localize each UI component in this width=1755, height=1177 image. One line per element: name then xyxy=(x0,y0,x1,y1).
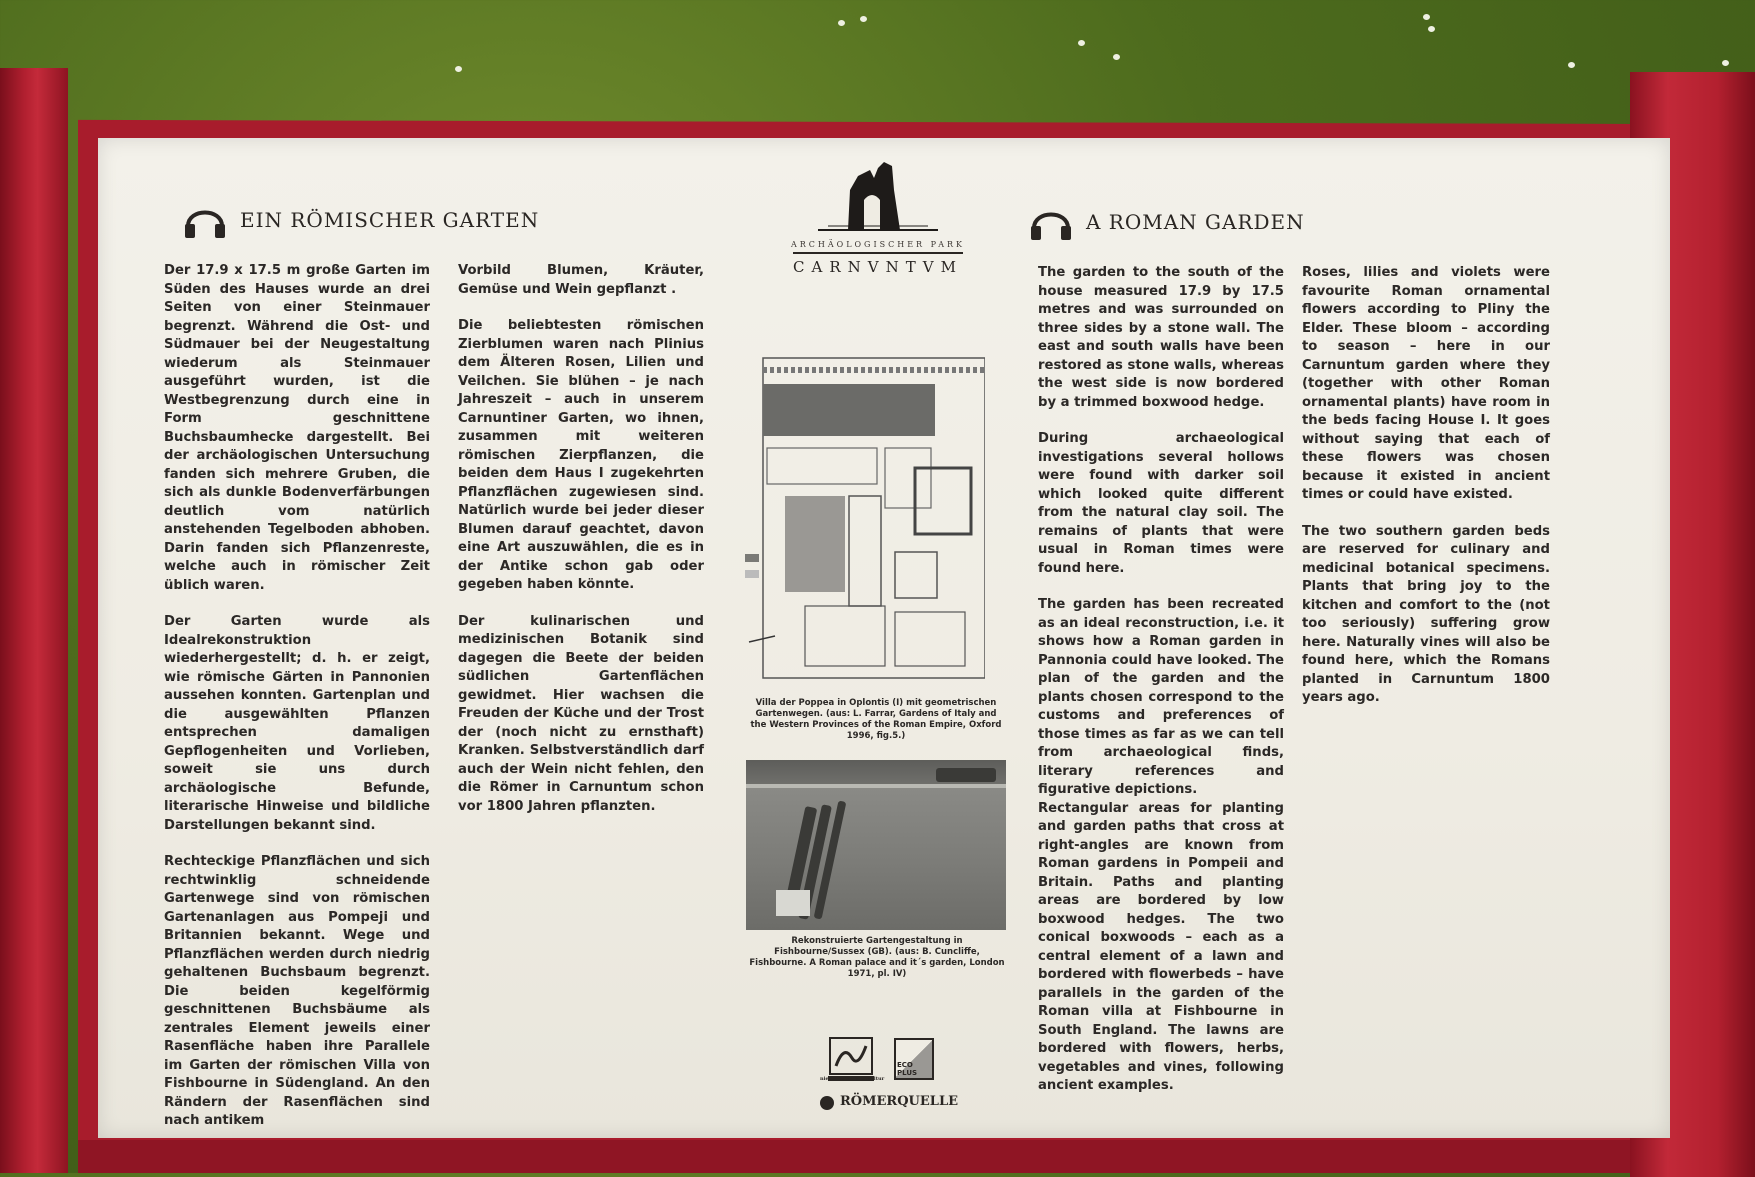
flower xyxy=(1722,60,1729,66)
english-column-2 xyxy=(1302,264,1550,726)
english-heading xyxy=(1028,200,1305,244)
headphone-icon xyxy=(182,198,228,242)
paragraph: Die beliebtesten römischen Zierblumen waren nach Plinius dem Älteren Rosen, Lilien und Veilchen. Sie blühen – je nach Jahreszeit – auch in unserem Carnuntiner Garten, wo ihnen, zusammen mit weiteren römischen Zierpflanzen, die beiden dem Haus I zugekehrten Pflanzflächen zugewiesen sind. Natürlich wurde bei jeder dieser Blumen darauf geachtet, davon eine Art auszuwählen, die es in der Antike schon gab oder gegeben haben könnte. xyxy=(458,318,704,592)
german-heading xyxy=(182,198,539,242)
german-column-1 xyxy=(164,262,430,1149)
park-name: CARNVNTVM xyxy=(793,252,963,276)
paragraph: Der Garten wurde als Idealrekonstruktion wiederhergestellt; d. h. er zeigt, wie römische Gärten in Pannonien aussehen konnten. Gartenplan und die ausgewählten Pflanzen entsprechen damaligen Gepflogenheiten und Vorlieben, soweit sie uns durch archäologische Befunde, literarische Hinweise und bildliche Darstellungen bekannt sind. xyxy=(164,614,430,833)
english-column-1 xyxy=(1038,264,1284,1114)
paragraph: During archaeological investigations several hollows were found with darker soil which looked quite different from the natural clay soil. The remains of plants that were usual in Roman times were found here. xyxy=(1038,431,1284,576)
headphone-icon xyxy=(1028,200,1074,244)
eco-plus-label: ECO PLUS xyxy=(897,1061,918,1077)
english-title: A ROMAN GARDEN xyxy=(1086,210,1305,234)
eco-plus-logo xyxy=(894,1038,934,1080)
flower xyxy=(1568,62,1575,68)
paragraph: Rectangular areas for planting and garden paths that cross at right-angles are known from Roman gardens in Pompeii and Britain. Paths and planting areas are bordered by low boxwood hedges. The two conical boxwoods – each as a central element of a lawn and bordered with flowerbeds – have parallels in the garden of the Roman villa at Fishbourne in South England. The lawns are bordered with flowers, herbs, vegetables and vines, following ancient examples. xyxy=(1038,800,1284,1093)
plan-caption: Villa der Poppea in Oplontis (I) mit geometrischen Gartenwegen. (aus: L. Farrar, Gardens of Italy and the Western Provinces of the Roman Empire, Oxford 1996, fig.5.) xyxy=(750,698,1002,741)
flower xyxy=(860,16,867,22)
sponsor-label: niederösterreichkultur xyxy=(820,1076,885,1082)
roemerquelle-label: RÖMERQUELLE xyxy=(840,1094,958,1109)
flower xyxy=(1428,26,1435,32)
paragraph: The garden to the south of the house measured 17.9 by 17.5 metres and was surrounded on three sides by a stone wall. The east and south walls have been restored as stone walls, whereas the west side is now bordered by a trimmed boxwood hedge. xyxy=(1038,265,1284,410)
flower xyxy=(838,20,845,26)
paragraph: Der kulinarischen und medizinischen Botanik sind dagegen die Beete der beiden südlichen Gartenflächen gewidmet. Hier wachsen die Freuden der Küche und der Trost der (noch nicht zu ernsthaft) Kranken. Selbstverständlich darf auch der Wein nicht fehlen, den die Römer in Carnuntum schon vor 1800 Jahren pflanzten. xyxy=(458,613,704,814)
paragraph: The garden has been recreated as an ideal reconstruction, i.e. it shows how a Roman garden in Pannonia could have looked. The plan of the garden and the plants chosen correspond to the customs and preferences of those times as far as we can tell from archaeological finds, literary references and figurative depictions. xyxy=(1038,597,1284,797)
flower xyxy=(1113,54,1120,60)
fishbourne-photo xyxy=(746,760,1006,930)
park-logo xyxy=(768,160,988,280)
german-title: EIN RÖMISCHER GARTEN xyxy=(240,208,540,232)
photo-caption: Rekonstruierte Gartengestaltung in Fishbourne/Sussex (GB). (aus: B. Cuncliffe, Fishbourne. A Roman palace and it´s garden, London 1971, pl. IV) xyxy=(749,936,1005,979)
ruin-arch-icon xyxy=(818,160,938,232)
roemerquelle-icon xyxy=(820,1096,834,1110)
flower xyxy=(455,66,462,72)
german-column-2 xyxy=(458,262,704,834)
paragraph: The two southern garden beds are reserved for culinary and medicinal botanical specimens. Plants that bring joy to the kitchen and comfort to the (not too seriously) suffering grow here. Naturally vines will also be found here, which the Romans planted in Carnuntum 1800 years ago. xyxy=(1302,523,1550,705)
flower xyxy=(1423,14,1430,20)
paragraph: Vorbild Blumen, Kräuter, Gemüse und Wein gepflanzt . xyxy=(458,263,704,297)
paragraph: Rechteckige Pflanzflächen und sich rechtwinklig schneidende Gartenwege sind von römischen Gartenanlagen aus Pompeji und Britannien bekannt. Wege und Pflanzflächen werden durch niedrig gehaltenen Buchsbaum begrenzt. Die beiden kegelförmig geschnittenen Buchsbäume als zentrales Element jeweils einer Rasenfläche haben ihre Parallele im Garten der römischen Villa von Fishbourne in Südengland. An den Rändern der Rasenflächen sind nach antikem xyxy=(164,854,430,1128)
villa-floor-plan xyxy=(745,356,985,682)
flower xyxy=(1078,40,1085,46)
paragraph: Der 17.9 x 17.5 m große Garten im Süden des Hauses wurde an drei Seiten von einer Steinmauer begrenzt. Während die Ost- und Südmauer bei der Neugestaltung wiederum als Steinmauer ausgeführt wurden, ist die Westbegrenzung durch eine in Form geschnittene Buchsbaumhecke dargestellt. Bei der archäologischen Untersuchung fanden sich mehrere Gruben, die sich als dunkle Bodenverfärbungen deutlich vom natürlich anstehenden Tegelboden abhoben. Darin fanden sich Pflanzenreste, welche auch in römischer Zeit üblich waren. xyxy=(164,263,430,593)
park-subtitle: ARCHÄOLOGISCHER PARK xyxy=(790,240,966,249)
left-post xyxy=(0,68,68,1173)
paragraph: Roses, lilies and violets were favourite Roman ornamental flowers according to Pliny the Elder. These bloom – according to season – here in our Carnuntum garden where they (together with other Roman ornamental plants) have room in the beds facing House I. It goes without saying that each of these flowers was chosen because it existed in ancient times or could have existed. xyxy=(1302,265,1550,502)
